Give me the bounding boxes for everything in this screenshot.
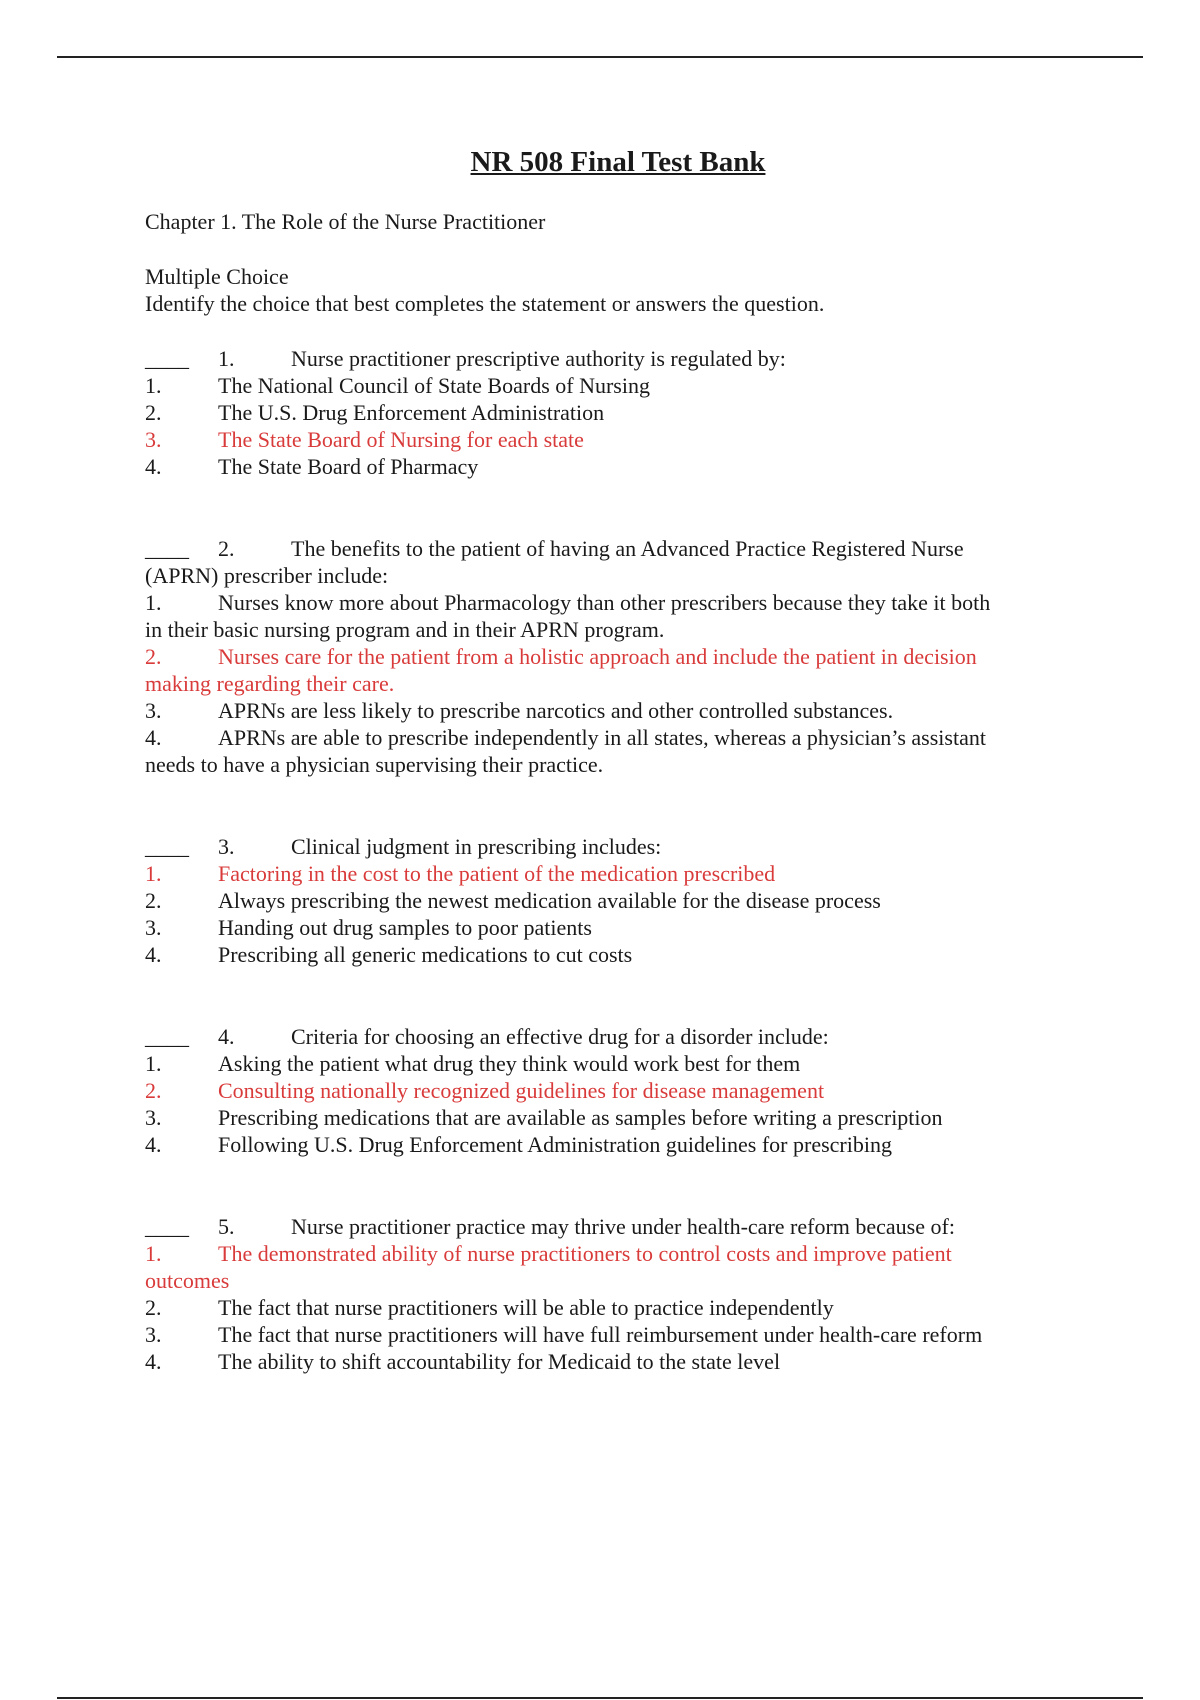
question-stem (145, 1023, 1075, 1050)
option-number: 4. (145, 454, 162, 479)
question-text: Nurse practitioner practice may thrive under health-care reform because of: (291, 1214, 955, 1239)
option-number: 2. (145, 888, 162, 913)
option (145, 914, 1075, 941)
option-number: 3. (145, 915, 162, 940)
option-text: Handing out drug samples to poor patients (218, 915, 592, 940)
option-correct (145, 1077, 1075, 1104)
option-text: The demonstrated ability of nurse practitioners to control costs and improve patient (218, 1241, 952, 1266)
option-cont: needs to have a physician supervising their practice. (145, 752, 604, 777)
option-number: 1. (145, 373, 162, 398)
question-number: 3. (218, 834, 235, 859)
option (145, 453, 1075, 480)
question-3 (145, 833, 1075, 968)
option-text: Prescribing medications that are available as samples before writing a prescription (218, 1105, 943, 1130)
option (145, 399, 1075, 426)
option-text: Following U.S. Drug Enforcement Administration guidelines for prescribing (218, 1132, 892, 1157)
option-text: Asking the patient what drug they think would work best for them (218, 1051, 801, 1076)
chapter-heading: Chapter 1. The Role of the Nurse Practitioner (145, 209, 546, 234)
option-number: 3. (145, 427, 162, 452)
option-number: 1. (145, 1241, 162, 1266)
option (145, 1104, 1075, 1131)
option-text: Factoring in the cost to the patient of the medication prescribed (218, 861, 776, 886)
option-text: The U.S. Drug Enforcement Administration (218, 400, 605, 425)
option (145, 1131, 1075, 1158)
option-text: Always prescribing the newest medication available for the disease process (218, 888, 881, 913)
option-text: The State Board of Pharmacy (218, 454, 479, 479)
option-number: 4. (145, 1349, 162, 1374)
option-text: APRNs are able to prescribe independently in all states, whereas a physician’s assistant (218, 725, 986, 750)
question-stem (145, 345, 1075, 372)
answer-blank: ____ (145, 1024, 189, 1049)
instructions: Identify the choice that best completes the statement or answers the question. (145, 291, 825, 316)
option-text: APRNs are less likely to prescribe narcotics and other controlled substances. (218, 698, 894, 723)
question-text: Nurse practitioner prescriptive authority is regulated by: (291, 346, 786, 371)
option (145, 1348, 1075, 1375)
answer-blank: ____ (145, 834, 189, 859)
question-stem (145, 1213, 1075, 1240)
option-text: Nurses know more about Pharmacology than other prescribers because they take it both (218, 590, 991, 615)
bottom-rule (57, 1697, 1143, 1699)
question-number: 1. (218, 346, 235, 371)
option-correct-cont: making regarding their care. (145, 671, 395, 696)
option-text: Nurses care for the patient from a holistic approach and include the patient in decision (218, 644, 977, 669)
question-number: 4. (218, 1024, 235, 1049)
option (145, 724, 1075, 751)
option-number: 2. (145, 644, 162, 669)
question-text-cont: (APRN) prescriber include: (145, 563, 389, 588)
option-number: 2. (145, 400, 162, 425)
option-number: 3. (145, 1105, 162, 1130)
option-correct (145, 426, 1075, 453)
option-cont: in their basic nursing program and in their APRN program. (145, 617, 665, 642)
option-number: 1. (145, 861, 162, 886)
question-4 (145, 1023, 1075, 1158)
option-text: The National Council of State Boards of Nursing (218, 373, 650, 398)
option-number: 3. (145, 1322, 162, 1347)
question-text: Clinical judgment in prescribing includes: (291, 834, 662, 859)
option-number: 2. (145, 1295, 162, 1320)
option-text: Consulting nationally recognized guidelines for disease management (218, 1078, 825, 1103)
option-number: 3. (145, 698, 162, 723)
question-1 (145, 345, 1075, 480)
answer-blank: ____ (145, 346, 189, 371)
option-correct (145, 860, 1075, 887)
option-text: The State Board of Nursing for each state (218, 427, 584, 452)
page-title: NR 508 Final Test Bank (470, 146, 766, 178)
option-text: The fact that nurse practitioners will be able to practice independently (218, 1295, 834, 1320)
question-stem (145, 833, 1075, 860)
question-stem (145, 535, 1075, 562)
document-body (145, 208, 1075, 1375)
option-number: 1. (145, 590, 162, 615)
option-number: 4. (145, 725, 162, 750)
question-text: Criteria for choosing an effective drug for a disorder include: (291, 1024, 829, 1049)
option (145, 1050, 1075, 1077)
top-rule (57, 56, 1143, 58)
option (145, 372, 1075, 399)
answer-blank: ____ (145, 1214, 189, 1239)
question-5 (145, 1213, 1075, 1375)
option (145, 941, 1075, 968)
option-number: 4. (145, 1132, 162, 1157)
option (145, 589, 1075, 616)
option-text: The fact that nurse practitioners will have full reimbursement under health-care reform (218, 1322, 983, 1347)
option-text: Prescribing all generic medications to cut costs (218, 942, 633, 967)
option-correct (145, 643, 1075, 670)
question-number: 5. (218, 1214, 235, 1239)
option-number: 4. (145, 942, 162, 967)
option-number: 1. (145, 1051, 162, 1076)
question-2 (145, 535, 1075, 778)
option-correct (145, 1240, 1075, 1267)
option (145, 887, 1075, 914)
option-text: The ability to shift accountability for Medicaid to the state level (218, 1349, 781, 1374)
option (145, 1294, 1075, 1321)
option-correct-cont: outcomes (145, 1268, 230, 1293)
answer-blank: ____ (145, 536, 189, 561)
option (145, 1321, 1075, 1348)
option (145, 697, 1075, 724)
question-text: The benefits to the patient of having an Advanced Practice Registered Nurse (291, 536, 964, 561)
section-type: Multiple Choice (145, 264, 289, 289)
question-number: 2. (218, 536, 235, 561)
option-number: 2. (145, 1078, 162, 1103)
